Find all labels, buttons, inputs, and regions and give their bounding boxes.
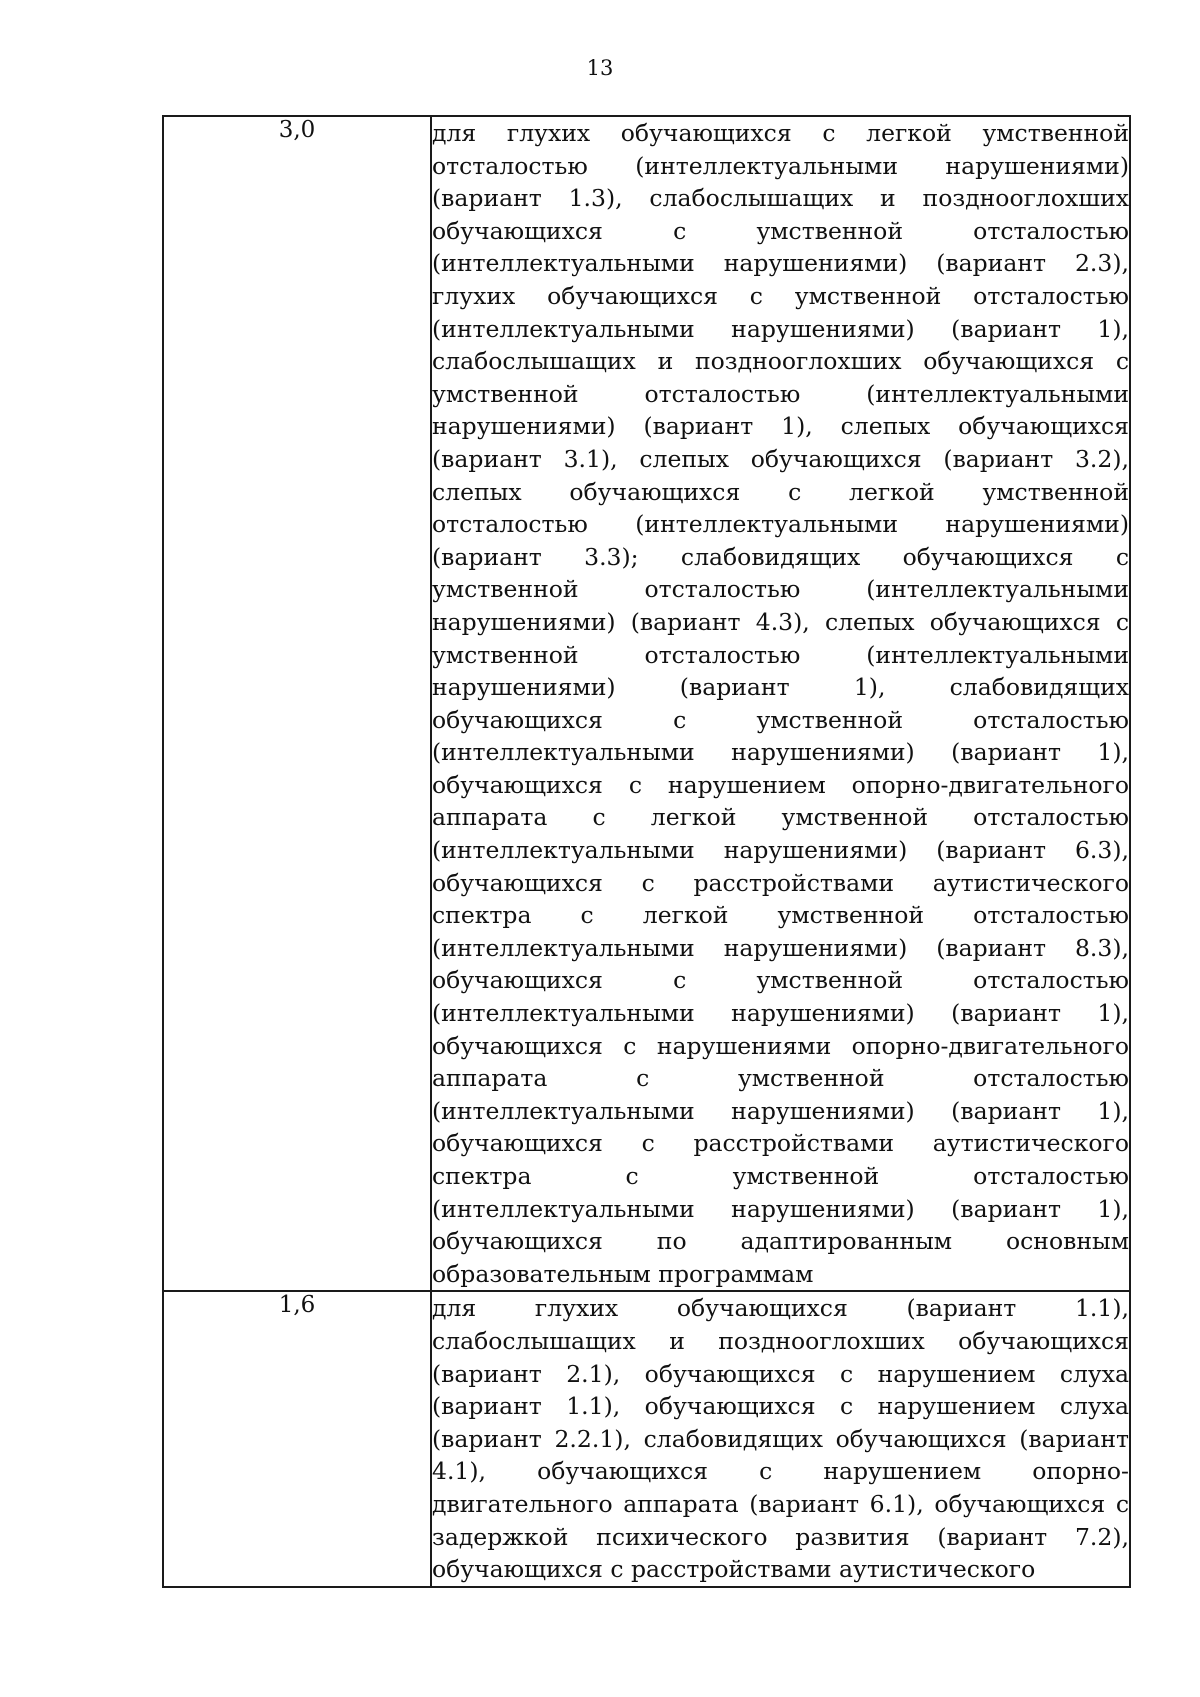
coefficients-table — [162, 115, 1131, 1588]
description-text: для глухих обучающихся с легкой умственной отсталостью (интеллектуальными нарушениями) (вариант 1.3), слабослышащих и позднооглохших обучающихся с умственной отсталостью (интеллектуальными нарушениями) (вариант 2.3), глухих обучающихся с умственной отсталостью (интеллектуальными нарушениями) (вариант 1), слабослышащих и позднооглохших обучающихся с умственной отсталостью (интеллектуальными нарушениями) (вариант 1), слепых обучающихся (вариант 3.1), слепых обучающихся (вариант 3.2), слепых обучающихся с легкой умственной отсталостью (интеллектуальными нарушениями) (вариант 3.3); слабовидящих обучающихся с умственной отсталостью (интеллектуальными нарушениями) (вариант 4.3), слепых обучающихся с умственной отсталостью (интеллектуальными нарушениями) (вариант 1), слабовидящих обучающихся с умственной отсталостью (интеллектуальными нарушениями) (вариант 1), обучающихся с нарушением опорно-двигательного аппарата с легкой умственной отсталостью (интеллектуальными нарушениями) (вариант 6.3), обучающихся с расстройствами аутистического спектра с легкой умственной отсталостью (интеллектуальными нарушениями) (вариант 8.3), обучающихся с умственной отсталостью (интеллектуальными нарушениями) (вариант 1), обучающихся с нарушениями опорно-двигательного аппарата с умственной отсталостью (интеллектуальными нарушениями) (вариант 1), обучающихся с расстройствами аутистического спектра с умственной отсталостью (интеллектуальными нарушениями) (вариант 1), обучающихся по адаптированным основным образовательным программам — [432, 119, 1129, 1288]
table-row — [163, 116, 1130, 1291]
table-row — [163, 1291, 1130, 1586]
coefficient-cell: 3,0 — [163, 116, 431, 1291]
description-text: для глухих обучающихся (вариант 1.1), слабослышащих и позднооглохших обучающихся (вариант 2.1), обучающихся с нарушением слуха (вариант 1.1), обучающихся с нарушением слуха (вариант 2.2.1), слабовидящих обучающихся (вариант 4.1), обучающихся с нарушением опорно-двигательного аппарата (вариант 6.1), обучающихся с задержкой психического развития (вариант 7.2), обучающихся с расстройствами аутистического — [432, 1294, 1129, 1584]
coefficient-cell: 1,6 — [163, 1291, 431, 1586]
description-cell — [431, 1291, 1130, 1586]
description-cell — [431, 116, 1130, 1291]
page-number: 13 — [586, 56, 614, 80]
